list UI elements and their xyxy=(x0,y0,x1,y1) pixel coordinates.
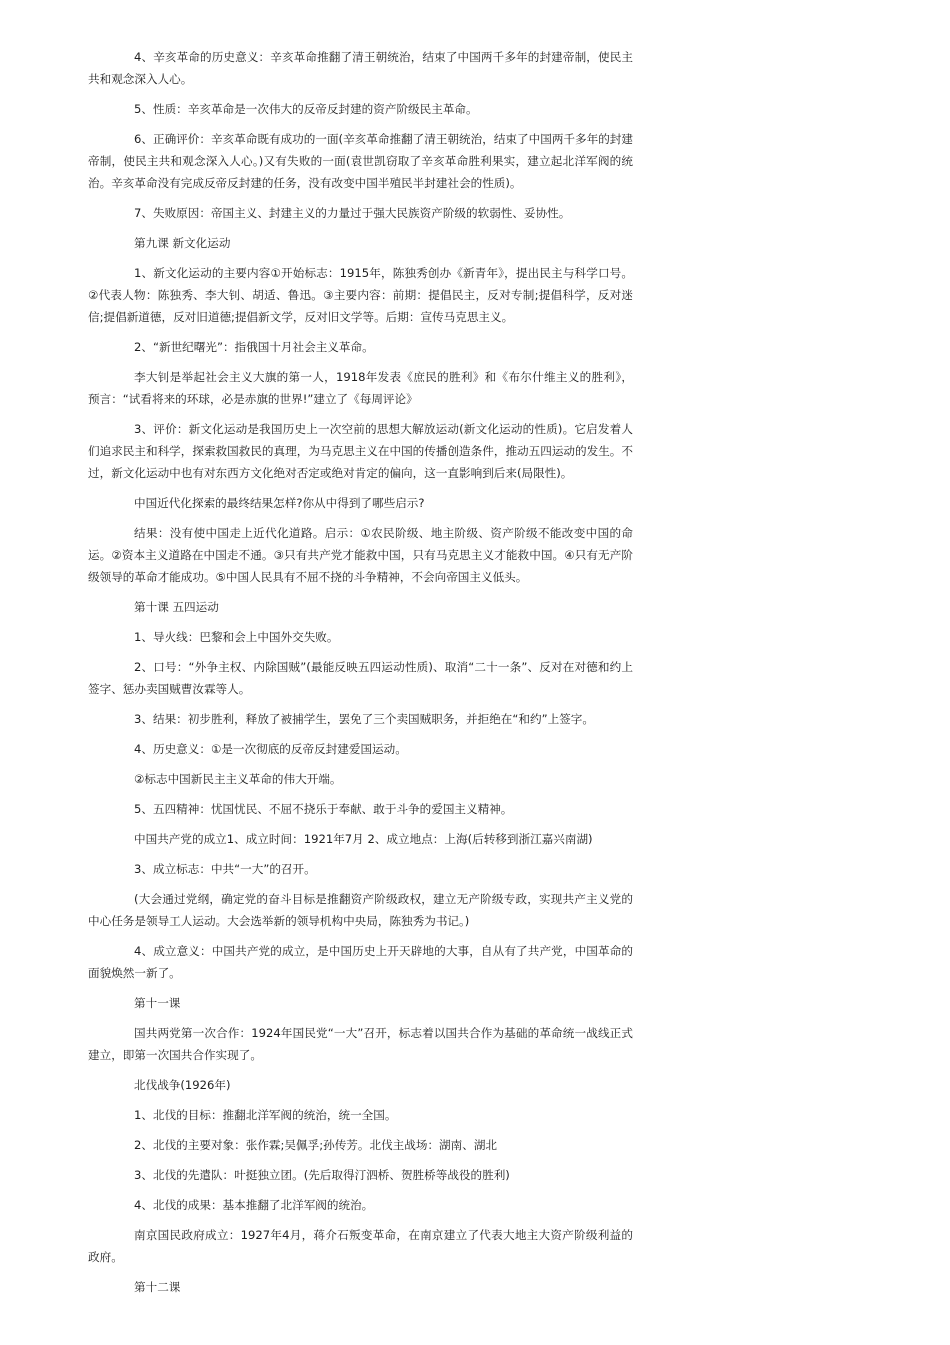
lesson-heading-10: 第十课 五四运动 xyxy=(134,600,219,614)
paragraph-xinhai-evaluation: 6、正确评价：辛亥革命既有成功的一面(辛亥革命推翻了清王朝统治，结束了中国两千多年的封建帝制，使民主共和观念深入人心。)又有失败的一面(袁世凯窃取了辛亥革命胜利果实，建立起北洋军阀的统治。辛亥革命没有完成反帝反封建的任务，没有改变中国半殖民半封建社会的性质)。 xyxy=(88,132,633,190)
paragraph-may4-result: 3、结果：初步胜利，释放了被捕学生，罢免了三个卖国贼职务，并拒绝在“和约”上签字。 xyxy=(134,712,594,726)
paragraph-may4-significance-2: ②标志中国新民主主义革命的伟大开端。 xyxy=(134,772,342,786)
paragraph-may4-significance: 4、历史意义：①是一次彻底的反帝反封建爱国运动。 xyxy=(134,742,407,756)
paragraph-expedition-targets: 2、北伐的主要对象：张作霖;吴佩孚;孙传芳。北伐主战场：湖南、湖北 xyxy=(134,1138,498,1152)
lesson-heading-11: 第十一课 xyxy=(134,996,181,1010)
paragraph-ccp-founding: 中国共产党的成立1、成立时间：1921年7月 2、成立地点：上海(后转移到浙江嘉兴南湖) xyxy=(134,832,593,846)
paragraph-may4-trigger: 1、导火线：巴黎和会上中国外交失败。 xyxy=(134,630,339,644)
paragraph-question: 中国近代化探索的最终结果怎样?你从中得到了哪些启示? xyxy=(134,496,425,510)
paragraph-new-culture-content: 1、新文化运动的主要内容①开始标志：1915年，陈独秀创办《新青年》，提出民主与科学口号。②代表人物：陈独秀、李大钊、胡适、鲁迅。③主要内容：前期：提倡民主，反对专制;提倡科学，反对迷信;提倡新道德，反对旧道德;提倡新文学，反对旧文学等。后期：宣传马克思主义。 xyxy=(88,266,633,324)
paragraph-northern-expedition: 北伐战争(1926年) xyxy=(134,1078,231,1092)
paragraph-new-culture-evaluation: 3、评价：新文化运动是我国历史上一次空前的思想大解放运动(新文化运动的性质)。它启发着人们追求民主和科学，探索救国救民的真理，为马克思主义在中国的传播创造条件，推动五四运动的发生。不过，新文化运动中也有对东西方文化绝对否定或绝对肯定的偏向，这一直影响到后来(局限性)。 xyxy=(88,422,633,480)
paragraph-ccp-congress: (大会通过党纲，确定党的奋斗目标是推翻资产阶级政权，建立无产阶级专政，实现共产主义党的中心任务是领导工人运动。大会选举新的领导机构中央局，陈独秀为书记。) xyxy=(88,892,633,928)
lesson-heading-12: 第十二课 xyxy=(134,1280,181,1294)
paragraph-may4-spirit: 5、五四精神：忧国忧民、不屈不挠乐于奉献、敢于斗争的爱国主义精神。 xyxy=(134,802,513,816)
paragraph-xinhai-nature: 5、性质：辛亥革命是一次伟大的反帝反封建的资产阶级民主革命。 xyxy=(134,102,478,116)
paragraph-first-cooperation: 国共两党第一次合作：1924年国民党“一大”召开，标志着以国共合作为基础的革命统一战线正式建立，即第一次国共合作实现了。 xyxy=(88,1026,633,1062)
paragraph-answer: 结果：没有使中国走上近代化道路。启示：①农民阶级、地主阶级、资产阶级不能改变中国的命运。②资本主义道路在中国走不通。③只有共产党才能救中国，只有马克思主义才能救中国。④只有无产阶级领导的革命才能成功。⑤中国人民具有不屈不挠的斗争精神，不会向帝国主义低头。 xyxy=(88,526,633,584)
paragraph-expedition-result: 4、北伐的成果：基本推翻了北洋军阀的统治。 xyxy=(134,1198,374,1212)
lesson-heading-9: 第九课 新文化运动 xyxy=(134,236,231,250)
paragraph-expedition-vanguard: 3、北伐的先遣队：叶挺独立团。(先后取得汀泗桥、贺胜桥等战役的胜利) xyxy=(134,1168,510,1182)
paragraph-li-dazhao: 李大钊是举起社会主义大旗的第一人，1918年发表《庶民的胜利》和《布尔什维主义的胜利》，预言：“试看将来的环球，必是赤旗的世界!”建立了《每周评论》 xyxy=(88,370,633,406)
paragraph-may4-slogan: 2、口号：“外争主权、内除国贼”(最能反映五四运动性质)、取消“二十一条”、反对在对德和约上签字、惩办卖国贼曹汝霖等人。 xyxy=(88,660,633,696)
document-page xyxy=(88,46,633,1306)
paragraph-ccp-significance: 4、成立意义：中国共产党的成立，是中国历史上开天辟地的大事，自从有了共产党，中国革命的面貌焕然一新了。 xyxy=(88,944,633,980)
paragraph-new-century-dawn: 2、“新世纪曙光”：指俄国十月社会主义革命。 xyxy=(134,340,374,354)
paragraph-xinhai-failure: 7、失败原因：帝国主义、封建主义的力量过于强大民族资产阶级的软弱性、妥协性。 xyxy=(134,206,571,220)
paragraph-ccp-sign: 3、成立标志：中共“一大”的召开。 xyxy=(134,862,316,876)
paragraph-xinhai-significance: 4、辛亥革命的历史意义：辛亥革命推翻了清王朝统治，结束了中国两千多年的封建帝制，使民主共和观念深入人心。 xyxy=(88,50,633,86)
paragraph-nanjing-government: 南京国民政府成立：1927年4月，蒋介石叛变革命，在南京建立了代表大地主大资产阶级利益的政府。 xyxy=(88,1228,633,1264)
paragraph-expedition-goal: 1、北伐的目标：推翻北洋军阀的统治，统一全国。 xyxy=(134,1108,397,1122)
